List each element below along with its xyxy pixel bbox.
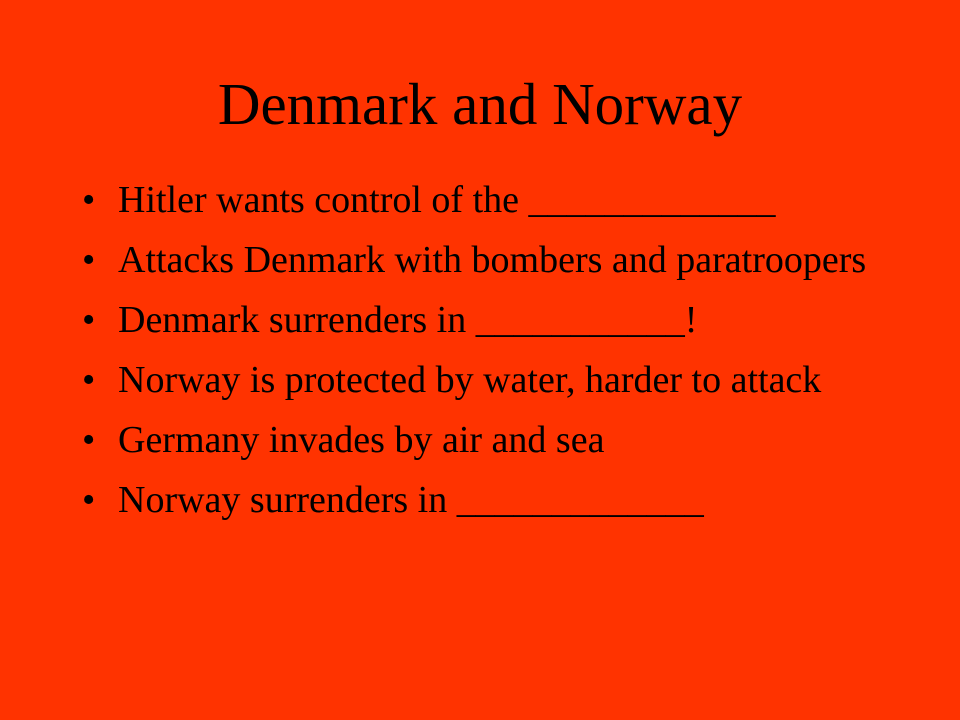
- bullet-item: [82, 476, 908, 524]
- bullet-item: [82, 176, 908, 224]
- slide-title: Denmark and Norway: [217, 71, 743, 137]
- bullet-text: Germany invades by air and sea: [118, 419, 605, 461]
- bullet-icon: •: [82, 419, 96, 461]
- bullet-item: [82, 296, 908, 344]
- bullet-text: Denmark surrenders in ___________!: [118, 299, 698, 341]
- bullet-icon: •: [82, 299, 96, 341]
- bullet-icon: •: [82, 359, 96, 401]
- bullet-text: Hitler wants control of the _____________: [118, 179, 776, 221]
- bullet-item: [82, 416, 908, 464]
- bullet-item: [82, 356, 908, 404]
- bullet-text: Norway surrenders in _____________: [118, 479, 704, 521]
- bullet-icon: •: [82, 479, 96, 521]
- bullet-list: [82, 176, 908, 536]
- bullet-text: Attacks Denmark with bombers and paratroopers: [118, 239, 867, 281]
- bullet-icon: •: [82, 239, 96, 281]
- bullet-icon: •: [82, 179, 96, 221]
- bullet-item: [82, 236, 908, 284]
- bullet-text: Norway is protected by water, harder to attack: [118, 359, 822, 401]
